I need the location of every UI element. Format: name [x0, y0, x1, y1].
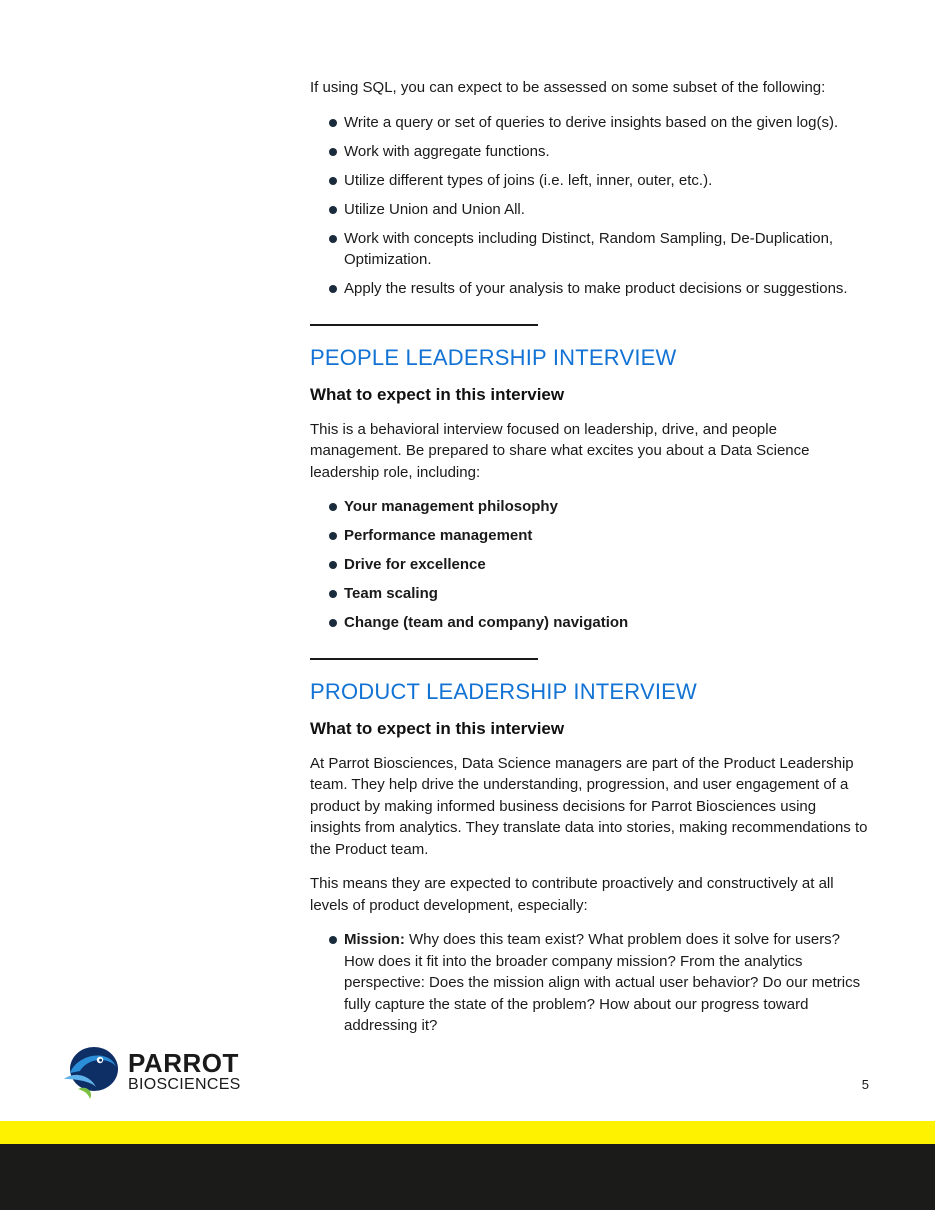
- product-list: [310, 929, 870, 1037]
- list-item: Apply the results of your analysis to make product decisions or suggestions.: [310, 278, 870, 300]
- people-list: [310, 496, 870, 634]
- parrot-biosciences-logo: [60, 1045, 240, 1101]
- section-divider: [310, 324, 538, 326]
- sql-list: [310, 112, 870, 300]
- list-item: Performance management: [310, 525, 870, 547]
- logo-wordmark-primary: PARROT: [128, 1048, 239, 1078]
- page-content: [310, 77, 870, 1044]
- parrot-logo-icon: [60, 1045, 120, 1101]
- list-item: Drive for excellence: [310, 554, 870, 576]
- bullet-icon: [329, 590, 337, 598]
- product-subhead: What to expect in this interview: [310, 718, 565, 738]
- bullet-icon: [329, 561, 337, 569]
- list-item: Utilize different types of joins (i.e. left, inner, outer, etc.).: [310, 170, 870, 192]
- bullet-icon: [329, 206, 337, 214]
- list-item: Write a query or set of queries to derive insights based on the given log(s).: [310, 112, 870, 134]
- bullet-icon: [329, 503, 337, 511]
- mission-label: Mission:: [344, 931, 405, 948]
- bullet-icon: [329, 285, 337, 293]
- footer-band-dark: [0, 1144, 935, 1210]
- sql-intro: If using SQL, you can expect to be assessed on some subset of the following:: [310, 79, 826, 96]
- section-divider: [310, 658, 538, 660]
- product-section-title: PRODUCT LEADERSHIP INTERVIEW: [310, 678, 698, 704]
- list-item: Utilize Union and Union All.: [310, 199, 870, 221]
- product-body-2: This means they are expected to contribute proactively and constructively at all levels of product development, especially:: [310, 875, 834, 914]
- list-item: Work with aggregate functions.: [310, 141, 870, 163]
- list-item: [310, 929, 870, 1037]
- list-item: Your management philosophy: [310, 496, 870, 518]
- bullet-icon: [329, 619, 337, 627]
- bullet-icon: [329, 119, 337, 127]
- bullet-icon: [329, 148, 337, 156]
- list-item: Team scaling: [310, 583, 870, 605]
- product-body-1: At Parrot Biosciences, Data Science managers are part of the Product Leadership team. They help drive the understanding, progression, and user engagement of a product by making informed business decisions for Parrot Biosciences using insights from analytics. They translate data into stories, making recommendations to the Product team.: [310, 754, 868, 858]
- logo-wordmark-secondary: BIOSCIENCES: [128, 1076, 241, 1093]
- mission-text: Why does this team exist? What problem does it solve for users? How does it fit into the broader company mission? From the analytics perspective: Does the mission align with actual user behavior? Do our metrics fully capture the state of the problem? How about our progress toward addressing it?: [344, 931, 861, 1034]
- people-subhead: What to expect in this interview: [310, 384, 565, 404]
- bullet-icon: [329, 532, 337, 540]
- list-item: Change (team and company) navigation: [310, 612, 870, 634]
- bullet-icon: [329, 177, 337, 185]
- people-section-title: PEOPLE LEADERSHIP INTERVIEW: [310, 344, 677, 370]
- list-item: Work with concepts including Distinct, Random Sampling, De-Duplication, Optimization.: [310, 228, 870, 271]
- footer-band-yellow: [0, 1121, 935, 1144]
- people-body: This is a behavioral interview focused on leadership, drive, and people management. Be prepared to share what excites you about a Data Science leadership role, including:: [310, 420, 810, 481]
- bullet-icon: [329, 235, 337, 243]
- page-number: 5: [861, 1077, 869, 1092]
- bullet-icon: [329, 936, 337, 944]
